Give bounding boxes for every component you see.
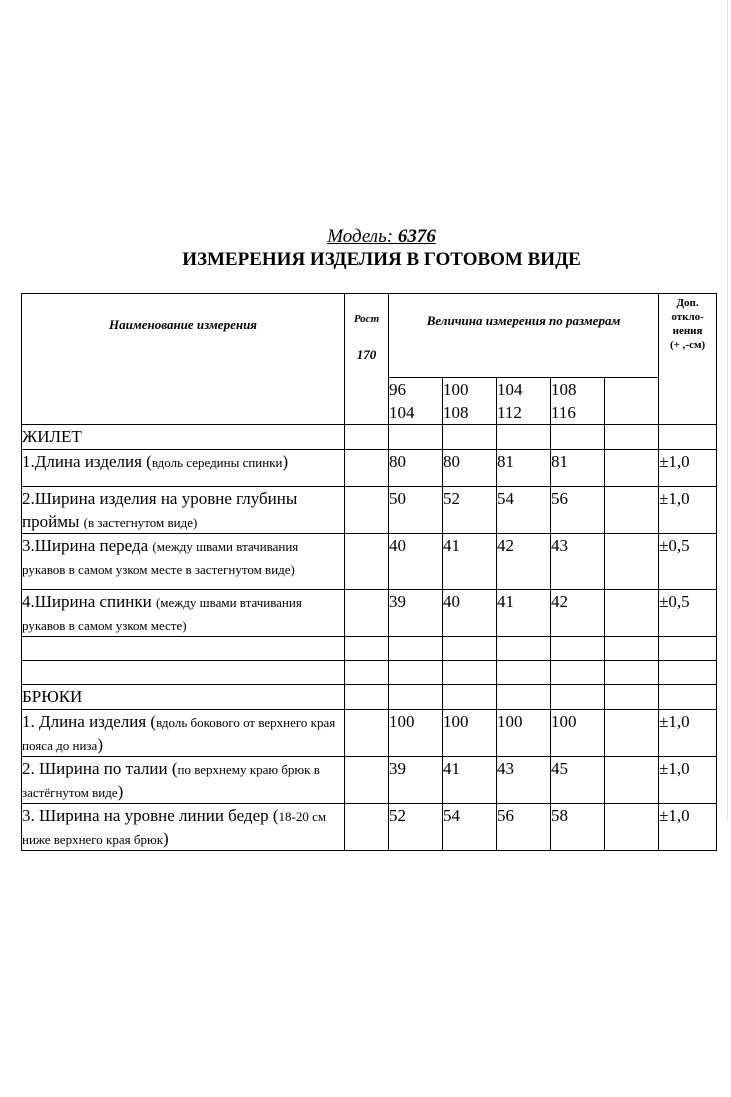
value-cell: 100 — [551, 710, 605, 757]
empty-cell — [605, 450, 659, 487]
value-cell: 40 — [443, 590, 497, 637]
value-cell: 58 — [551, 804, 605, 851]
empty-cell — [605, 637, 659, 661]
header-sizes-cell — [389, 294, 659, 378]
value-cell: 100 — [443, 710, 497, 757]
value-cell: 80 — [389, 450, 443, 487]
deviation-line: (+ ,-см) — [669, 339, 706, 351]
deviation-cell: ±1,0 — [659, 450, 717, 487]
value-cell: 39 — [389, 590, 443, 637]
empty-cell — [605, 590, 659, 637]
value-cell: 54 — [443, 804, 497, 851]
empty-row — [22, 637, 717, 661]
empty-cell — [22, 637, 345, 661]
header-deviation-cell — [659, 294, 717, 425]
value-cell: 52 — [443, 487, 497, 534]
model-label: Модель: — [327, 226, 394, 247]
value-cell: 39 — [389, 757, 443, 804]
deviation-line: Доп. — [676, 297, 699, 309]
deviation-line: нения — [672, 325, 703, 337]
document-title: ИЗМЕРЕНИЯ ИЗДЕЛИЯ В ГОТОВОМ ВИДЕ — [182, 249, 581, 270]
table-row — [22, 534, 717, 590]
measurement-label: 1.Длина изделия ( — [22, 452, 152, 471]
empty-cell — [605, 425, 659, 450]
deviation-line: откло- — [671, 311, 704, 323]
section-title-pants: БРЮКИ — [22, 685, 345, 710]
value-cell: 56 — [497, 804, 551, 851]
measurement-name — [22, 804, 345, 851]
size-cell — [551, 378, 605, 425]
value-cell: 42 — [551, 590, 605, 637]
measurement-label-end: ) — [282, 452, 289, 471]
value-cell: 56 — [551, 487, 605, 534]
header-name-cell — [22, 294, 345, 425]
measurement-note: (между швами втачивания рукавов в самом узком месте) — [22, 595, 302, 633]
empty-cell — [605, 757, 659, 804]
empty-cell — [345, 661, 389, 685]
empty-cell — [605, 685, 659, 710]
measurement-label: 3.Ширина переда — [22, 536, 153, 555]
measurement-name — [22, 534, 345, 590]
empty-cell — [497, 661, 551, 685]
measurement-note: (между швами втачивания рукавов в самом узком месте в застегнутом виде) — [22, 539, 299, 577]
size-top: 104 — [497, 380, 523, 399]
deviation-cell: ±1,0 — [659, 487, 717, 534]
measurement-name — [22, 710, 345, 757]
table-row — [22, 487, 717, 534]
measurement-note: вдоль середины спинки — [151, 455, 283, 470]
table-header-row — [22, 294, 717, 378]
value-cell: 81 — [497, 450, 551, 487]
empty-cell — [551, 661, 605, 685]
table-row — [22, 804, 717, 851]
value-cell: 41 — [443, 534, 497, 590]
empty-cell — [345, 804, 389, 851]
empty-cell — [605, 534, 659, 590]
measurement-note: вдоль бокового от верхнего края пояса до низа — [22, 715, 336, 753]
empty-cell — [22, 661, 345, 685]
size-cell — [443, 378, 497, 425]
measurement-label-end: ) — [97, 735, 103, 754]
table-row — [22, 710, 717, 757]
empty-cell — [497, 685, 551, 710]
empty-cell — [443, 685, 497, 710]
measurement-label: 4.Ширина спинки — [22, 592, 156, 611]
value-cell: 45 — [551, 757, 605, 804]
measurement-note: по верхнему краю брюк в застёгнутом виде — [22, 762, 320, 800]
deviation-cell: ±1,0 — [659, 757, 717, 804]
empty-row — [22, 661, 717, 685]
section-row-vest — [22, 425, 717, 450]
size-cell — [389, 378, 443, 425]
measurement-label-end: ) — [163, 829, 169, 848]
empty-cell — [497, 425, 551, 450]
empty-cell — [443, 661, 497, 685]
table-row — [22, 450, 717, 487]
value-cell: 40 — [389, 534, 443, 590]
size-bottom: 116 — [551, 403, 576, 422]
value-cell: 54 — [497, 487, 551, 534]
value-cell: 80 — [443, 450, 497, 487]
model-number: 6376 — [397, 226, 436, 247]
measurement-name — [22, 590, 345, 637]
value-cell: 100 — [389, 710, 443, 757]
empty-cell — [497, 637, 551, 661]
deviation-cell: ±0,5 — [659, 534, 717, 590]
size-top: 100 — [443, 380, 469, 399]
value-cell: 52 — [389, 804, 443, 851]
empty-cell — [389, 637, 443, 661]
measurement-label: 1. Длина изделия ( — [22, 712, 157, 731]
header-rost-value: 170 — [356, 347, 377, 362]
empty-cell — [443, 637, 497, 661]
empty-cell — [605, 487, 659, 534]
empty-cell — [605, 710, 659, 757]
measurement-name — [22, 757, 345, 804]
size-top: 108 — [551, 380, 577, 399]
value-cell: 41 — [443, 757, 497, 804]
deviation-cell: ±1,0 — [659, 804, 717, 851]
size-bottom: 108 — [443, 403, 469, 422]
value-cell: 100 — [497, 710, 551, 757]
empty-cell — [389, 661, 443, 685]
empty-cell — [345, 710, 389, 757]
model-heading — [0, 226, 731, 248]
section-row-pants — [22, 685, 717, 710]
page-edge-line — [727, 0, 728, 820]
size-top: 96 — [389, 380, 406, 399]
empty-cell — [605, 378, 659, 425]
value-cell: 43 — [497, 757, 551, 804]
empty-cell — [345, 487, 389, 534]
measurement-note: (в застегнутом виде) — [83, 515, 198, 530]
header-name: Наименование измерения — [109, 317, 257, 332]
empty-cell — [345, 534, 389, 590]
empty-cell — [659, 637, 717, 661]
header-sizes-label: Величина измерения по размерам — [426, 313, 621, 328]
header-rost-label: Рост — [353, 313, 380, 325]
empty-cell — [345, 425, 389, 450]
size-cell — [497, 378, 551, 425]
empty-cell — [345, 685, 389, 710]
measurement-label: 3. Ширина на уровне линии бедер ( — [22, 806, 279, 825]
measurement-name — [22, 487, 345, 534]
measurement-note: 18-20 см ниже верхнего края брюк — [22, 809, 327, 847]
empty-cell — [345, 637, 389, 661]
empty-cell — [443, 425, 497, 450]
value-cell: 81 — [551, 450, 605, 487]
empty-cell — [659, 661, 717, 685]
measurement-label: 2. Ширина по талии ( — [22, 759, 178, 778]
empty-cell — [551, 685, 605, 710]
header-deviation — [659, 294, 716, 352]
value-cell: 41 — [497, 590, 551, 637]
empty-cell — [345, 757, 389, 804]
measurement-label-end: ) — [117, 782, 124, 801]
value-cell: 42 — [497, 534, 551, 590]
empty-cell — [345, 590, 389, 637]
deviation-cell: ±1,0 — [659, 710, 717, 757]
deviation-cell: ±0,5 — [659, 590, 717, 637]
measurements-table — [21, 293, 717, 851]
empty-cell — [551, 637, 605, 661]
measurement-name — [22, 450, 345, 487]
empty-cell — [389, 425, 443, 450]
empty-cell — [605, 661, 659, 685]
size-bottom: 104 — [389, 403, 415, 422]
empty-cell — [389, 685, 443, 710]
size-bottom: 112 — [497, 403, 522, 422]
header-rost-cell — [345, 294, 389, 425]
value-cell: 43 — [551, 534, 605, 590]
empty-cell — [659, 425, 717, 450]
table-row — [22, 590, 717, 637]
empty-cell — [659, 685, 717, 710]
empty-cell — [345, 450, 389, 487]
table-row — [22, 757, 717, 804]
empty-cell — [605, 804, 659, 851]
empty-cell — [551, 425, 605, 450]
value-cell: 50 — [389, 487, 443, 534]
measurement-label: 2.Ширина изделия на уровне глубины проймы — [22, 489, 298, 531]
section-title-vest: ЖИЛЕТ — [22, 425, 345, 450]
